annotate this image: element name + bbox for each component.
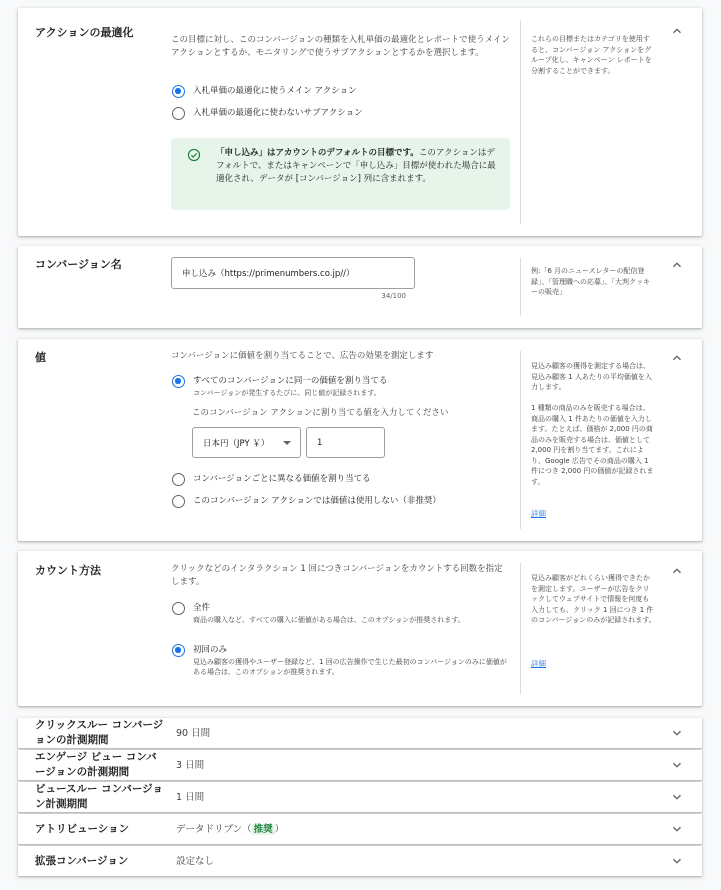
row-title: クリックスルー コンバージョンの計測期間 [35,719,164,746]
info-bold: 「申し込み」はアカウントのデフォルトの目標です。 [216,148,419,158]
learn-more-link[interactable]: 詳細 [531,509,546,518]
row-value [176,822,284,837]
conversion-name-help: 例:「6 月のニュースレターの配信登録」、「管理職への応募」、「大判クッキーの販売」 [531,267,650,296]
radio-button-selected[interactable] [172,375,185,388]
currency-select[interactable] [192,427,301,458]
conversion-name-value: 申し込み（https://primenumbers.co.jp//） [182,269,355,279]
radio-label: 入札単価の最適化に使うメイン アクション [193,86,357,96]
radio-button[interactable] [172,495,185,508]
value-card [18,339,702,541]
radio-label: 全件 [193,603,211,613]
attribution-suffix: ） [274,824,285,835]
radio-button[interactable] [172,107,185,120]
optimization-card [18,8,702,236]
row-title: エンゲージ ビュー コンバージョンの計測期間 [35,751,157,778]
conversion-name-title: コンバージョン名 [35,258,122,271]
recommended-badge: 推奨 [253,824,273,835]
conversion-name-card [18,246,702,328]
count-title: カウント方法 [35,564,101,577]
radio-button-selected[interactable] [172,85,185,98]
row-value: 設定なし [176,856,215,867]
radio-sublabel: 見込み顧客の獲得やユーザー登録など、1 回の広告操作で生じた最初のコンバージョンのみに価値がある場合は、このオプションが推奨されます。 [193,658,507,676]
radio-same-value[interactable] [172,375,387,398]
row-title: ビュースルー コンバージョン計測期間 [35,783,163,810]
row-title: 拡張コンバージョン [35,855,129,867]
divider [520,258,521,316]
info-text [216,147,498,186]
collapse-chevron-up-icon[interactable] [670,24,684,38]
radio-sublabel: 商品の購入など、すべての購入に価値がある場合は、このオプションが推奨されます。 [193,616,465,624]
expand-chevron-down-icon[interactable] [670,790,684,804]
value-title: 値 [35,351,46,364]
divider [520,563,521,694]
radio-main-action[interactable] [172,85,357,98]
row-value: 1 日間 [176,792,205,803]
count-description: クリックなどのインタラクション 1 回につきコンバージョンをカウントする回数を指定します。 [171,564,503,587]
learn-more-link[interactable]: 詳細 [531,659,546,668]
row-engaged-view-window[interactable] [18,750,702,780]
row-attribution[interactable] [18,814,702,844]
attribution-prefix: データドリブン（ [176,824,252,835]
row-value: 90 日間 [176,728,211,739]
expand-chevron-down-icon[interactable] [670,822,684,836]
radio-sublabel: コンバージョンが発生するたびに、同じ値が記録されます。 [193,389,381,397]
radio-count-all[interactable] [172,602,513,625]
info-body: このアクションはデフォルトで、またはキャンペーンで「申し込み」目標が使われた場合に最適化され、データが [コンバージョン] 列に含まれます。 [216,148,496,184]
row-enhanced-conversions[interactable] [18,846,702,876]
radio-button-selected[interactable] [172,644,185,657]
amount-value: 1 [317,437,323,448]
radio-count-once[interactable] [172,644,513,677]
radio-no-value[interactable] [172,495,441,508]
currency-value: 日本円（JPY ￥） [203,438,270,449]
value-description: コンバージョンに価値を割り当てることで、広告の効果を測定します [171,351,434,361]
radio-label: コンバージョンごとに異なる価値を割り当てる [193,474,371,484]
value-help-link-wrap [531,509,656,520]
optimization-help: これらの目標またはカテゴリを使用すると、コンバージョン アクションをグループ化し、キャンペーン レポートを分割することができます。 [531,35,652,75]
expand-chevron-down-icon[interactable] [670,726,684,740]
radio-label: 入札単価の最適化に使わないサブアクション [193,108,363,118]
optimization-description: この目標に対し、このコンバージョンの種類を入札単価の最適化とレポートで使うメイン アクションとするか、モニタリングで使うサブアクションとするかを選択します。 [171,35,510,58]
row-title: アトリビューション [35,823,130,835]
collapse-chevron-up-icon[interactable] [670,564,684,578]
amount-input[interactable] [306,427,385,458]
row-value: 3 日間 [176,760,205,771]
check-circle-icon [187,147,201,161]
dropdown-arrow-icon [283,441,291,445]
radio-label: すべてのコンバージョンに同一の価値を割り当てる [193,376,388,386]
conversion-name-input[interactable] [171,257,415,289]
divider [520,351,521,529]
radio-button[interactable] [172,473,185,486]
char-counter: 34/100 [381,292,406,300]
amount-prompt: このコンバージョン アクションに割り当てる値を入力してください [192,408,449,418]
radio-label: このコンバージョン アクションでは価値は使用しない（非推奨） [193,496,441,506]
row-click-through-window[interactable] [18,718,702,748]
collapse-chevron-up-icon[interactable] [670,258,684,272]
collapse-chevron-up-icon[interactable] [670,351,684,365]
divider [520,20,521,224]
radio-button[interactable] [172,602,185,615]
expand-chevron-down-icon[interactable] [670,854,684,868]
value-help-2: 1 種類の商品のみを販売する場合は、商品の購入 1 件あたりの価値を入力します。たとえば、価格が 2,000 円の商品のみを販売する場合は、価値として 2,000 円を割り当てます。これにより、Google 広告でその商品の購入 1 件につき 2,000 円の価値が記録されます。 [531,404,654,486]
radio-different-value[interactable] [172,473,371,486]
radio-label: 初回のみ [193,645,228,655]
default-goal-info [171,138,510,210]
expand-chevron-down-icon[interactable] [670,758,684,772]
radio-sub-action[interactable] [172,107,363,120]
optimization-title: アクションの最適化 [35,26,134,39]
count-card [18,551,702,706]
row-view-through-window[interactable] [18,782,702,812]
value-help-1: 見込み顧客の獲得を測定する場合は、見込み顧客 1 人あたりの平均価値を入力します。 [531,362,652,391]
count-help-link-wrap [531,659,656,670]
count-help: 見込み顧客がどれくらい獲得できたかを測定します。ユーザーが広告をクリックしてウェブサイトで情報を何度も入力しても、クリック 1 回につき 1 件のコンバージョンのみが記録されます。 [531,574,656,624]
